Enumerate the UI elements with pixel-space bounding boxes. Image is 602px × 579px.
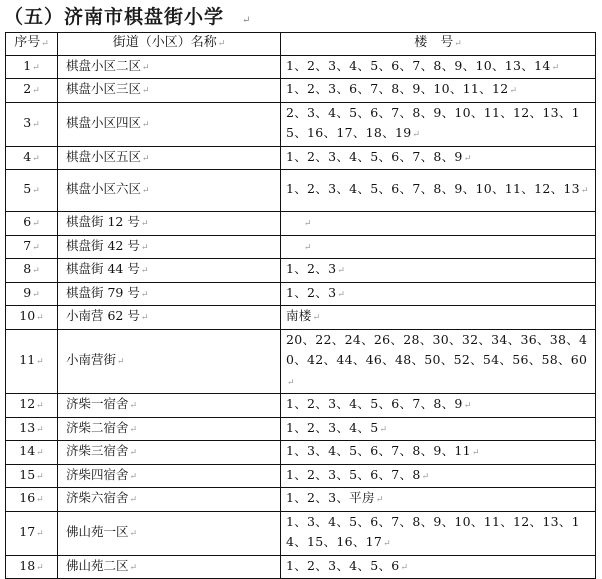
cell-buildings: 1、2、3、4、5、6、7、8、9↵ <box>281 394 596 418</box>
table-row <box>6 282 596 306</box>
table-row <box>6 488 596 512</box>
paragraph-return-icon: ↵ <box>36 313 44 323</box>
paragraph-return-icon: ↵ <box>580 186 589 197</box>
cell-name: 济柴二宿舍↵ <box>58 417 281 441</box>
cell-no: 2↵ <box>6 79 58 103</box>
cell-name: 棋盘街 79 号↵ <box>58 282 281 306</box>
cell-buildings: 20、22、24、26、28、30、32、34、36、38、40、42、44、46、48、50、52、54、56、58、60↵ <box>281 329 596 394</box>
paragraph-return-icon: ↵ <box>32 153 40 164</box>
table-row <box>6 235 596 259</box>
cell-name: 济柴一宿舍↵ <box>58 394 281 418</box>
paragraph-return-icon: ↵ <box>36 401 44 411</box>
table-header-row <box>6 33 596 56</box>
paragraph-return-icon: ↵ <box>509 86 518 96</box>
cell-buildings: 1、2、3、4、5、6、7、8、9、10、11、12、13↵ <box>281 170 596 212</box>
paragraph-return-icon: ↵ <box>140 242 149 253</box>
paragraph-return-icon: ↵ <box>142 186 150 197</box>
paragraph-return-icon: ↵ <box>129 448 138 458</box>
cell-buildings: 2、3、4、5、6、7、8、9、10、11、12、13、15、16、17、18、19↵ <box>281 102 596 146</box>
cell-name: 棋盘街 42 号↵ <box>58 235 281 259</box>
paragraph-return-icon: ↵ <box>129 424 138 435</box>
header-no: 序号↵ <box>6 33 58 56</box>
paragraph-return-icon: ↵ <box>463 153 472 164</box>
paragraph-return-icon: ↵ <box>383 539 392 549</box>
paragraph-return-icon: ↵ <box>142 119 150 130</box>
paragraph-return-icon: ↵ <box>421 471 430 482</box>
table-row <box>6 306 596 330</box>
table-row <box>6 259 596 283</box>
paragraph-return-icon: ↵ <box>32 186 40 197</box>
cell-name: 佛山苑二区↵ <box>58 555 281 579</box>
paragraph-return-icon: ↵ <box>454 39 462 49</box>
paragraph-return-icon: ↵ <box>36 528 44 539</box>
table-row <box>6 394 596 418</box>
cell-name: 棋盘街 44 号↵ <box>58 259 281 283</box>
paragraph-return-icon: ↵ <box>129 562 138 573</box>
paragraph-return-icon: ↵ <box>129 401 138 411</box>
section-title <box>4 2 251 29</box>
paragraph-return-icon: ↵ <box>400 562 409 573</box>
paragraph-return-icon: ↵ <box>32 62 40 73</box>
paragraph-return-icon: ↵ <box>36 357 44 367</box>
paragraph-return-icon: ↵ <box>32 119 40 130</box>
cell-name: 小南营 62 号↵ <box>58 306 281 330</box>
section-title-text: （五）济南市棋盘街小学 <box>4 6 225 28</box>
cell-buildings: 1、2、3、4、5、6、7、8、9、10、13、14↵ <box>281 55 596 79</box>
paragraph-return-icon: ↵ <box>140 313 149 323</box>
cell-name: 棋盘小区二区↵ <box>58 55 281 79</box>
cell-name: 棋盘小区三区↵ <box>58 79 281 103</box>
header-name: 街道（小区）名称↵ <box>58 33 281 56</box>
cell-buildings: 1、2、3、平房↵ <box>281 488 596 512</box>
cell-buildings: 1、2、3、4、5↵ <box>281 417 596 441</box>
cell-buildings: 1、2、3、6、7、8、9、10、11、12↵ <box>281 79 596 103</box>
table-row <box>6 441 596 465</box>
cell-no: 11↵ <box>6 329 58 394</box>
cell-no: 1↵ <box>6 55 58 79</box>
paragraph-return-icon: ↵ <box>129 471 138 482</box>
cell-buildings: 南楼↵ <box>281 306 596 330</box>
cell-no: 5↵ <box>6 170 58 212</box>
cell-buildings: 1、3、4、5、6、7、8、9、11↵ <box>281 441 596 465</box>
paragraph-return-icon: ↵ <box>337 289 346 300</box>
cell-no: 15↵ <box>6 464 58 488</box>
cell-buildings: 1、2、3↵ <box>281 282 596 306</box>
cell-no: 9↵ <box>6 282 58 306</box>
paragraph-return-icon: ↵ <box>471 448 480 458</box>
paragraph-return-icon: ↵ <box>412 130 421 140</box>
header-buildings: 楼 号↵ <box>281 33 596 56</box>
paragraph-return-icon: ↵ <box>312 313 321 323</box>
cell-buildings: 1、3、4、5、6、7、8、9、10、11、12、13、14、15、16、17↵ <box>281 511 596 555</box>
paragraph-return-icon: ↵ <box>32 289 40 300</box>
table-row <box>6 212 596 236</box>
paragraph-return-icon: ↵ <box>36 424 44 435</box>
cell-buildings: 1、2、3、4、5、6↵ <box>281 555 596 579</box>
paragraph-return-icon: ↵ <box>140 219 149 229</box>
cell-no: 14↵ <box>6 441 58 465</box>
paragraph-return-icon: ↵ <box>379 424 388 435</box>
paragraph-return-icon: ↵ <box>36 495 44 505</box>
paragraph-return-icon: ↵ <box>36 448 44 458</box>
cell-no: 8↵ <box>6 259 58 283</box>
paragraph-return-icon: ↵ <box>463 401 472 411</box>
table-row <box>6 511 596 555</box>
cell-no: 18↵ <box>6 555 58 579</box>
cell-name: 棋盘街 12 号↵ <box>58 212 281 236</box>
table-row <box>6 555 596 579</box>
paragraph-return-icon: ↵ <box>32 242 40 253</box>
cell-no: 4↵ <box>6 146 58 170</box>
table-row <box>6 55 596 79</box>
cell-no: 17↵ <box>6 511 58 555</box>
paragraph-return-icon: ↵ <box>375 495 384 505</box>
paragraph-return-icon: ↵ <box>117 357 125 367</box>
paragraph-return-icon: ↵ <box>142 86 150 96</box>
paragraph-return-icon: ↵ <box>32 219 40 229</box>
cell-no: 3↵ <box>6 102 58 146</box>
paragraph-return-icon: ↵ <box>36 471 44 482</box>
table-row <box>6 102 596 146</box>
cell-name: 棋盘小区六区↵ <box>58 170 281 212</box>
table-row <box>6 79 596 103</box>
cell-name: 济柴六宿舍↵ <box>58 488 281 512</box>
paragraph-return-icon: ↵ <box>304 242 312 253</box>
paragraph-return-icon: ↵ <box>142 62 150 73</box>
cell-name: 棋盘小区五区↵ <box>58 146 281 170</box>
paragraph-return-icon: ↵ <box>129 495 138 505</box>
table-row <box>6 146 596 170</box>
cell-no: 10↵ <box>6 306 58 330</box>
cell-name: 济柴四宿舍↵ <box>58 464 281 488</box>
paragraph-return-icon: ↵ <box>337 266 346 276</box>
cell-no: 6↵ <box>6 212 58 236</box>
cell-name: 小南营街↵ <box>58 329 281 394</box>
paragraph-return-icon: ↵ <box>36 562 44 573</box>
paragraph-return-icon: ↵ <box>140 289 149 300</box>
paragraph-return-icon: ↵ <box>129 528 138 539</box>
cell-buildings: 1、2、3、4、5、6、7、8、9↵ <box>281 146 596 170</box>
paragraph-return-icon: ↵ <box>142 153 150 164</box>
cell-buildings: 1、2、3、5、6、7、8↵ <box>281 464 596 488</box>
paragraph-return-icon: ↵ <box>32 266 40 276</box>
paragraph-return-icon: ↵ <box>242 15 252 26</box>
cell-name: 棋盘小区四区↵ <box>58 102 281 146</box>
cell-no: 16↵ <box>6 488 58 512</box>
paragraph-return-icon: ↵ <box>217 39 226 49</box>
cell-buildings: 1、2、3↵ <box>281 259 596 283</box>
paragraph-return-icon: ↵ <box>304 219 312 229</box>
cell-name: 济柴三宿舍↵ <box>58 441 281 465</box>
cell-no: 7↵ <box>6 235 58 259</box>
paragraph-return-icon: ↵ <box>32 86 40 96</box>
table-row <box>6 329 596 394</box>
table-row <box>6 464 596 488</box>
district-table <box>5 32 596 579</box>
cell-no: 12↵ <box>6 394 58 418</box>
table-row <box>6 417 596 441</box>
paragraph-return-icon: ↵ <box>287 377 295 388</box>
paragraph-return-icon: ↵ <box>140 266 149 276</box>
cell-buildings <box>281 212 596 236</box>
table-row <box>6 170 596 212</box>
cell-name: 佛山苑一区↵ <box>58 511 281 555</box>
cell-buildings <box>281 235 596 259</box>
paragraph-return-icon: ↵ <box>41 39 49 49</box>
paragraph-return-icon: ↵ <box>551 62 560 73</box>
cell-no: 13↵ <box>6 417 58 441</box>
